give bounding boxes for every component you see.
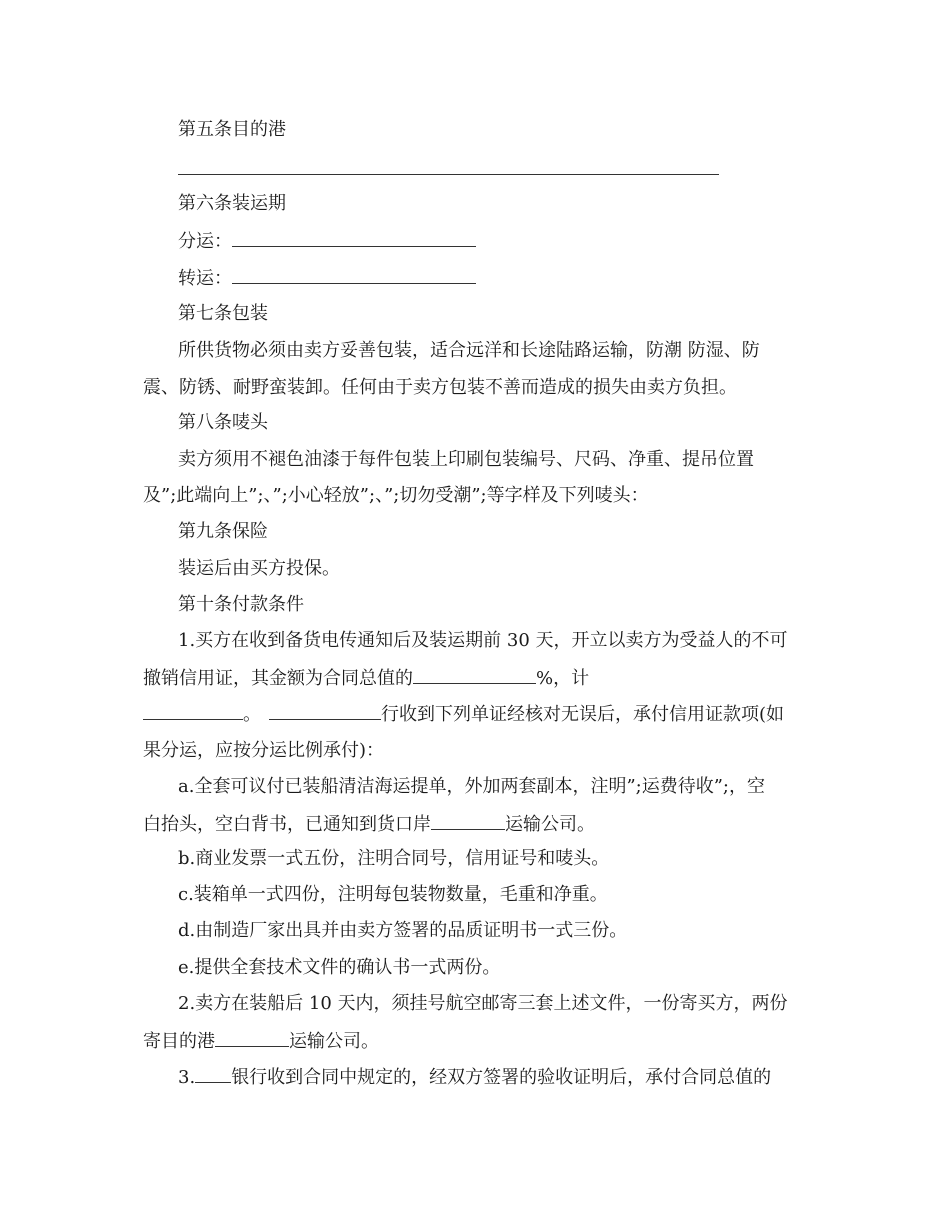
doc-item-d: d.由制造厂家出具并由卖方签署的品质证明书一式三份。 [178,920,628,941]
transshipment-blank [232,267,476,284]
payment-item1-line1: 1.买方在收到备货电传通知后及装运期前 30 天，开立以卖方为受益人的不可 [178,630,788,651]
destination-port-text: 寄目的港 [143,1031,215,1052]
transshipment-label: 转运： [178,268,232,289]
article6-heading: 第六条装运期 [178,193,286,214]
destination-port-blank [215,1030,289,1047]
article7-body-line1: 所供货物必须由卖方妥善包装，适合远洋和长途陆路运输，防潮 防湿、防 [178,340,760,361]
partial-shipment-row [178,230,476,253]
article8-heading: 第八条唛头 [178,412,268,433]
payment-item2-line2 [143,1030,379,1053]
article7-body-line2: 震、防锈、耐野蛮装卸。任何由于卖方包装不善而造成的损失由卖方负担。 [143,377,737,398]
doc-item-a-line1: a.全套可议付已装船清洁海运提单，外加两套副本，注明”;运费待收”;，空 [178,776,765,797]
item3-number: 3. [178,1067,196,1088]
shipping-company-text-2: 运输公司。 [289,1031,379,1052]
shipping-company-text: 运输公司。 [505,814,595,835]
item3-text: 银行收到合同中规定的，经双方签署的验收证明后，承付合同总值的 [231,1067,772,1088]
lc-percent-blank [413,667,536,684]
doc-item-b: b.商业发票一式五份，注明合同号，信用证号和唛头。 [178,848,610,869]
period-text: 。 [243,704,261,725]
transshipment-row [178,267,476,290]
lc-total-blank [143,703,243,720]
lc-percent-text: %，计 [536,668,590,689]
doc-item-a-text: 白抬头，空白背书，已通知到货口岸 [143,814,431,835]
article10-heading: 第十条付款条件 [178,594,304,615]
payment-item3-line1 [178,1066,771,1089]
article5-heading: 第五条目的港 [178,119,286,140]
partial-shipment-blank [232,230,476,247]
payment-item1-line4: 果分运，应按分运比例承付)： [143,740,385,761]
article8-body-line2: 及”;此端向上”;、”;小心轻放”;、”;切勿受潮”;等字样及下列唛头： [143,485,649,506]
article9-heading: 第九条保险 [178,521,268,542]
bank-name-blank [269,703,381,720]
port-blank [431,813,505,830]
lc-amount-text: 撤销信用证，其金额为合同总值的 [143,668,413,689]
payment-item1-line2 [143,667,589,690]
article8-body-line1: 卖方须用不褪色油漆于每件包装上印刷包装编号、尺码、净重、提吊位置 [178,449,754,470]
partial-shipment-label: 分运： [178,231,232,252]
bank-blank [195,1066,231,1083]
doc-item-c: c.装箱单一式四份，注明每包装物数量，毛重和净重。 [178,884,608,905]
doc-item-e: e.提供全套技术文件的确认书一式两份。 [178,957,501,978]
payment-item1-line3 [143,703,784,726]
article9-body: 装运后由买方投保。 [178,558,340,579]
payment-item2-line1: 2.卖方在装船后 10 天内，须挂号航空邮寄三套上述文件，一份寄买方，两份 [178,993,788,1014]
article7-heading: 第七条包装 [178,303,268,324]
article5-blank-line [178,174,719,175]
doc-item-a-line2 [143,813,595,836]
lc-payment-text: 行收到下列单证经核对无误后，承付信用证款项(如 [381,704,785,725]
